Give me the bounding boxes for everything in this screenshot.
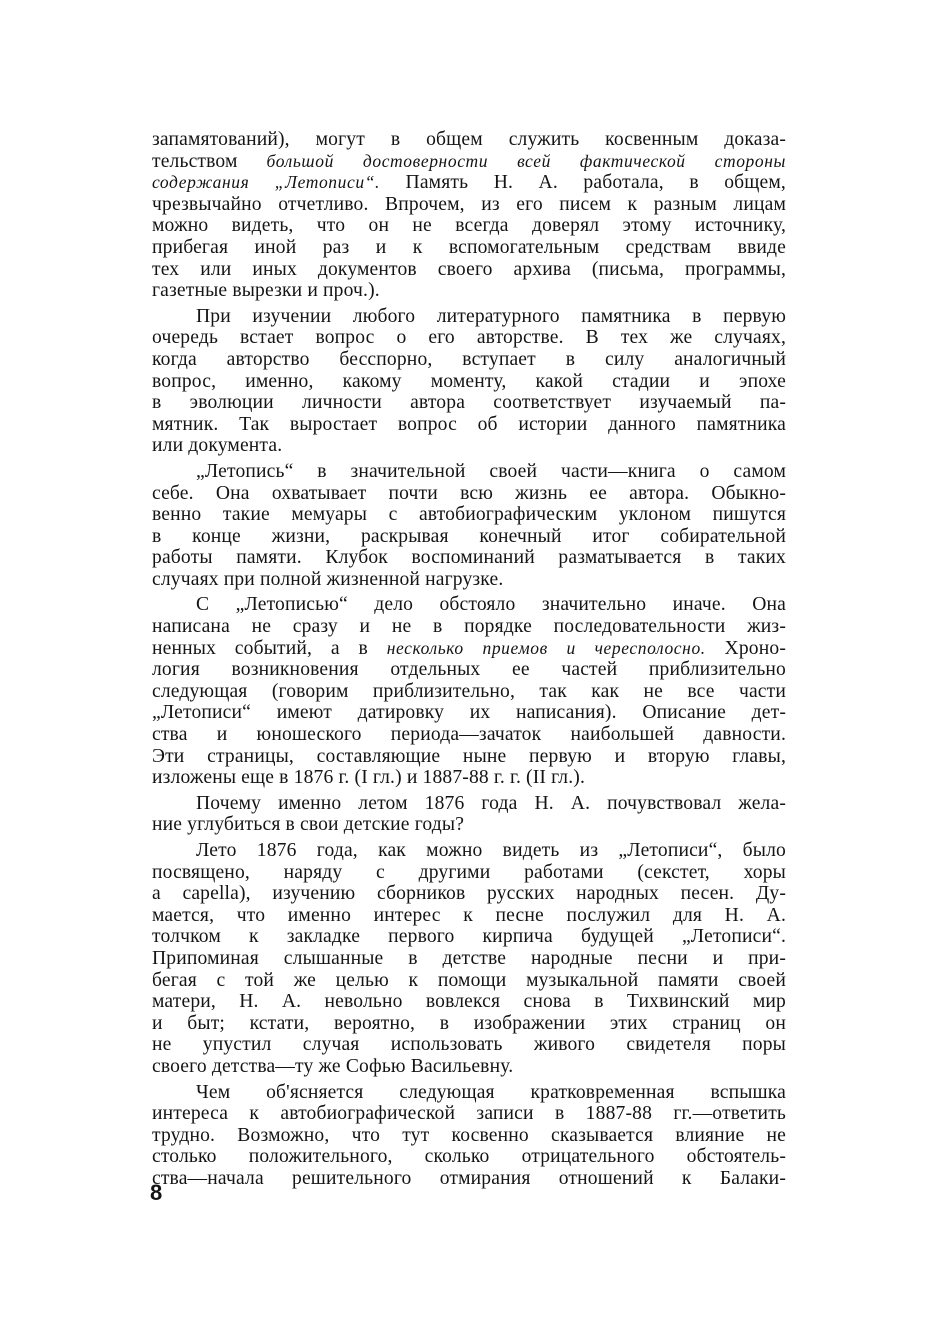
italic-emphasis: несколько приемов и чересполосно. bbox=[386, 637, 706, 658]
text-line: содержания „Летописи“. Память Н. А. работала, в общем, bbox=[152, 172, 786, 194]
text-line: мятник. Так выростает вопрос об истории данного памятника bbox=[152, 413, 786, 435]
text-line: в эволюции личности автора соответствует изучаемый па- bbox=[152, 392, 786, 414]
text-line: когда авторство бесспорно, вступает в силу аналогичный bbox=[152, 348, 786, 370]
text-line: написана не сразу и не в порядке последовательности жиз- bbox=[152, 616, 786, 638]
text-line: мается, что именно интерес к песне послужил для Н. А. bbox=[152, 904, 786, 926]
text-line: случаях при полной жизненной нагрузке. bbox=[152, 568, 504, 590]
text-line: Припоминая слышанные в детстве народные песни и при- bbox=[152, 947, 786, 969]
paragraph-first-line: При изучении любого литературного памятника в первую bbox=[196, 305, 786, 327]
text-line: запамятований), могут в общем служить косвенным доказа- bbox=[152, 129, 786, 150]
text-line: тех или иных документов своего архива (письма, программы, bbox=[152, 258, 786, 280]
text-line: не упустил случая использовать живого свидетеля поры bbox=[152, 1034, 786, 1056]
text-line: вопрос, именно, какому моменту, какой стадии и эпохе bbox=[152, 370, 786, 392]
text-line: можно видеть, что он не всегда доверял этому источнику, bbox=[152, 215, 786, 237]
text-line: и быт; кстати, вероятно, в изображении этих страниц он bbox=[152, 1012, 786, 1034]
paragraph-first-line: Лето 1876 года, как можно видеть из „Летописи“, было bbox=[196, 840, 786, 861]
text-line: работы памяти. Клубок воспоминаний разматывается в таких bbox=[152, 547, 786, 569]
text-line: себе. Она охватывает почти всю жизнь ее автора. Обыкно- bbox=[152, 482, 786, 504]
text-line: своего детства—ту же Софью Васильевну. bbox=[152, 1055, 514, 1077]
text-line: ненных событий, а в несколько приемов и чересполосно. Хроно- bbox=[152, 637, 787, 659]
text-line: венно такие мемуары с автобиографическим уклоном пишутся bbox=[152, 504, 786, 526]
text-line: чрезвычайно отчетливо. Впрочем, из его писем к разным лицам bbox=[152, 193, 786, 215]
paragraph-first-line: Чем об'ясняется следующая кратковременная вспышка bbox=[196, 1081, 786, 1103]
paragraph-first-line: С „Летописью“ дело обстояло значительно иначе. Она bbox=[196, 594, 786, 616]
text-line: интереса к автобиографической записи в 1887-88 гг.—ответить bbox=[152, 1103, 786, 1125]
text-line: изложены еще в 1876 г. (I гл.) и 1887-88 г. г. (II гл.). bbox=[152, 767, 586, 789]
text-line: логия возникновения отдельных ее частей приблизительно bbox=[152, 659, 786, 681]
italic-emphasis: содержания „Летописи“. bbox=[152, 172, 381, 193]
text-line: столько положительного, сколько отрицательного обстоятель- bbox=[152, 1146, 786, 1168]
text-line: газетные вырезки и проч.). bbox=[152, 280, 380, 302]
text-line: a capella), изучению сборников русских народных песен. Ду- bbox=[152, 883, 786, 905]
text-line: трудно. Возможно, что тут косвенно сказывается влияние не bbox=[152, 1124, 786, 1146]
paragraph-first-line: „Летопись“ в значительной своей части—книга о самом bbox=[196, 460, 786, 482]
body-text bbox=[152, 129, 786, 1190]
text-line: в конце жизни, раскрывая конечный итог собирательной bbox=[152, 525, 786, 547]
text-line: ства—начала решительного отмирания отношений к Балаки- bbox=[152, 1167, 786, 1189]
italic-emphasis: большой достоверности всей фактической стороны bbox=[266, 150, 786, 171]
text-line: очередь встает вопрос о его авторстве. В тех же случаях, bbox=[152, 327, 786, 349]
text-line: следующая (говорим приблизительно, так как не все части bbox=[152, 680, 786, 702]
paragraph-first-line: Почему именно летом 1876 года Н. А. почувствовал жела- bbox=[196, 792, 786, 814]
text-line: ства и юношеского периода—зачаток наибольшей давности. bbox=[152, 724, 786, 746]
text-line: толчком к закладке первого кирпича будущей „Летописи“. bbox=[152, 926, 786, 948]
text-line: или документа. bbox=[152, 435, 283, 457]
page-number: 8 bbox=[150, 1180, 163, 1205]
text-line: ние углубиться в свои детские годы? bbox=[152, 814, 465, 836]
text-line: „Летописи“ имеют датировку их написания). Описание дет- bbox=[152, 702, 786, 724]
text-line: бегая с той же целью к помощи музыкальной памяти своей bbox=[152, 969, 786, 991]
text-line: тельством большой достоверности всей фактической стороны bbox=[152, 150, 786, 172]
text-line: Эти страницы, составляющие ныне первую и вторую главы, bbox=[152, 745, 786, 767]
text-line: прибегая иной раз и к вспомогательным средствам ввиде bbox=[152, 236, 786, 258]
text-line: посвящено, наряду с другими работами (секстет, хоры bbox=[152, 861, 786, 883]
text-line: матери, Н. А. невольно вовлекся снова в Тихвинский мир bbox=[152, 991, 786, 1013]
